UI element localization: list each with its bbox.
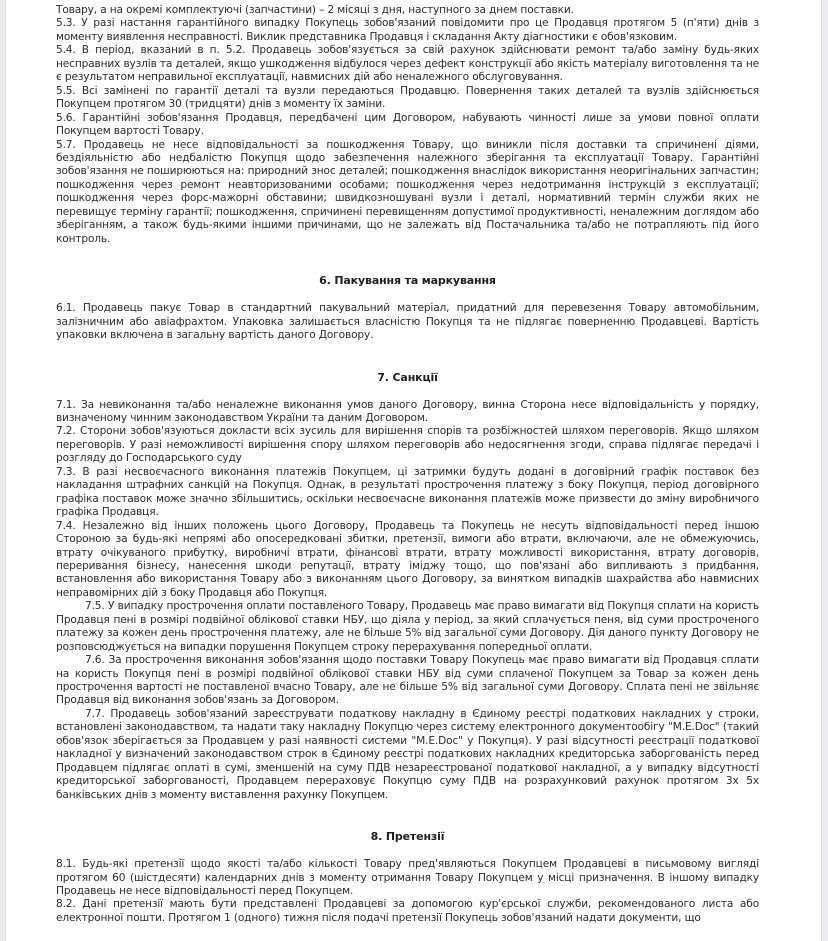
paragraph-5-3: 5.3. У разі настання гарантійного випадку Покупець зобов'язаний повідомити про це Продавця протягом 5 (п'яти) днів з моменту виявлення несправності. Виклик представника Продавця і складання Акту діагностики є обов'язковим. [56,17,759,43]
section-6-packaging [56,274,759,342]
spacer [56,385,759,399]
section-8-heading: 8. Претензії [370,830,445,844]
paragraph-7-6: 7.6. За прострочення виконання зобов'язання щодо поставки Товару Покупець має право вимагати від Продавця сплати на користь Покупця пені в розмірі подвійної облікової ставки НБУ від суми сплаченої Покупцем за Товар за кожен день прострочення вартості не поставленої вчасно Товару, але не більше 5% від загальної суми Договору. Сплата пені не звільняє Продавця від виконання зобов'язань за Договором. [56,654,759,707]
spacer [56,844,759,858]
section-7-heading: 7. Санкції [377,370,438,384]
spacer [56,802,759,830]
spacer [56,288,759,302]
paragraph-5-7: 5.7. Продавець не несе відповідальності за пошкодження Товару, що виникли після доставки та спричинені діями, бездіяльністю або недбалістю Покупця щодо забезпечення належного зберігання та експлуатації Товару. Гарантійні зобов'язання не поширюються на: природний знос деталей; пошкодження внаслідок використання неоригінальних запчастин; пошкодження через ремонт неавторизованими особами; пошкодження через недотримання інструкцій з експлуатації; пошкодження через форс-мажорні обставини; швидкозношувані вузли і деталі, нормативний термін служби яких не перевищує терміну гарантії; пошкодження, спричинені перевищенням допустимої продуктивності, неналежним доглядом або зберіганням, а також будь-якими іншими причинами, що не залежать від Постачальника та/або не потрапляють під його контроль. [56,138,759,245]
document-page [5,0,822,941]
paragraph-7-1: 7.1. За невиконання та/або неналежне виконання умов даного Договору, винна Сторона несе відповідальність у порядку, визначеному чинним законодавством України та даним Договором. [56,398,759,424]
paragraph-7-2: 7.2. Сторони зобов'язуються докласти всіх зусиль для вирішення спорів та розбіжностей шляхом переговорів. Якщо шляхом переговорів. У разі неможливості вирішення спору шляхом переговорів або недосягнення згоди, справа підлягає передачі і розгляду до Господарського суду [56,425,759,465]
paragraph-7-7: 7.7. Продавець зобов'язаний зареєструвати податкову накладну в Єдиному реєстрі податкових накладних у строки, встановлені законодавством, та надати таку накладну Покупцю через систему електронного документообігу "M.E.Doc" (такий обов'язок зберігається за Продавцем у разі наявності системи "M.E.Doc" у Покупця). У разі відсутності реєстрації податкової накладної у визначений законодавством строк в Єдиному реєстрі податкових накладних кредиторська заборгованість перед Продавцем підлягає оплаті в сумі, зменшеній на суму ПДВ незареєстрованої податкової накладної, а у випадку відсутності кредиторської заборгованості, Продавцем перераховує Покупцю суму ПДВ на розрахунковий рахунок протягом 3х 5х банківських днів з моменту виставлення рахунку Покупцем. [56,707,759,801]
document-content [56,4,759,925]
paragraph-5-6: 5.6. Гарантійні зобов'язання Продавця, передбачені цим Договором, набувають чинності лише за умови повної оплати Покупцем вартості Товару. [56,111,759,138]
spacer [56,343,759,371]
spacer [56,246,759,274]
paragraph-6-1: 6.1. Продавець пакує Товар в стандартний пакувальний матеріал, придатний для перевезення Товару автомобільним, залізничним або авіафрахтом. Упаковка залишається власністю Покупця та не підлягає поверненню Продавцеві. Вартість упаковки включена в загальну вартість даного Договору. [56,302,759,342]
paragraph-7-4: 7.4. Незалежно від інших положень цього Договору, Продавець та Покупець не несуть відповідальності перед іншою Стороною за будь-які непрямі або опосередковані збитки, претензії, вимоги або втрати, включаючи, але не обмежуючись, втрату очікуваного прибутку, виробничі втрати, фінансові втрати, втрату можливості використання, втрату договорів, переривання бізнесу, нанесення шкоди репутації, втрату іміджу тощо, що пов'язані або випливають з придбання, встановлення або використання Товару або з виконанням цього Договору, за винятком випадків шахрайства або навмисних неправомірних дій з боку Продавця або Покупця. [56,519,759,599]
paragraph-5-4: 5.4. В період, вказаний в п. 5.2. Продавець зобов'язується за свій рахунок здійснювати ремонт та/або заміну будь-яких несправних вузлів та деталей, якщо ушкодження відбулося через дефект конструкції або якість матеріалу виготовлення та не є результатом неправильної експлуатації, навмисних дій або неналежного обслуговування. [56,44,759,84]
section-6-heading: 6. Пакування та маркування [319,274,496,288]
section-8-claims [56,830,759,925]
paragraph-7-5: 7.5. У випадку прострочення оплати поставленого Товару, Продавець має право вимагати від Покупця сплати на користь Продавця пені в розмірі подвійної облікової ставки НБУ, що діяла у період, за який сплачується пеня, від суми простроченого платежу за кожен день прострочення платежу, але не більше 5% від загальної суми Договору. Дія даного пункту Договору не розповсюджується на випадки порушення Покупцем строку перерахування попередньої оплати. [56,600,759,653]
paragraph-8-2: 8.2. Дані претензії мають бути представлені Продавцеві за допомогою кур'єрської служби, рекомендованого листа або електронної пошти. Протягом 1 (одного) тижня після подачі претензії Покупець зобов'язаний надати документи, що [56,898,759,924]
paragraph-5-5: 5.5. Всі замінені по гарантії деталі та вузли передаються Продавцю. Повернення таких деталей та вузлів здійснюється Покупцем протягом 30 (тридцяти) днів з моменту їх заміни. [56,84,759,111]
paragraph-8-1: 8.1. Будь-які претензії щодо якості та/або кількості Товару пред'являються Покупцем Продавцеві в письмовому вигляді протягом 60 (шістдесяти) календарних днів з моменту отримання Товару Покупцем у місці призначення. В іншому випадку Продавець не несе відповідальності перед Покупцем. [56,858,759,898]
section-7-sanctions [56,371,759,803]
section-5-warranty [56,4,759,246]
paragraph-7-3: 7.3. В разі несвоєчасного виконання платежів Покупцем, ці затримки будуть додані в договірний графік поставок без накладання штрафних санкцій на Покупця. Однак, в результаті прострочення платежу з боку Покупця, період договірного графіка поставок може значно збільшитись, оскільки несвоєчасне виконання платежів може призвести до зміну виробничого графіка Продавця. [56,465,759,519]
paragraph-5-2-continued: Товару, а на окремі комплектуючі (запчастини) – 2 місяці з дня, наступного за днем поставки. [56,4,574,16]
